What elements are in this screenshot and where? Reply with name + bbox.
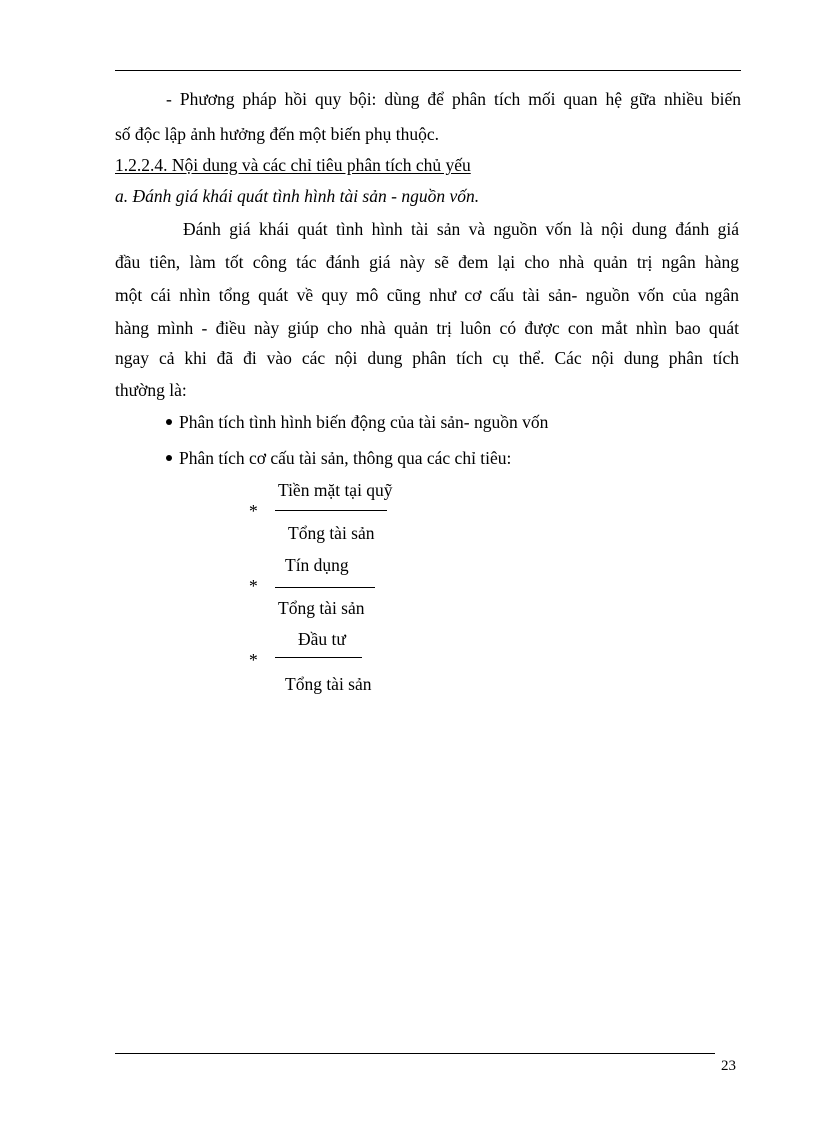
- ratio-1-fraction-line: [275, 510, 387, 511]
- paragraph-1-line-2: số độc lập ảnh hưởng đến một biến phụ thuộc.: [115, 124, 439, 144]
- bullet-item-1: [166, 412, 548, 432]
- bullet-item-1-text: Phân tích tình hình biến động của tài sản- nguồn vốn: [179, 412, 549, 432]
- ratio-3-fraction-line: [275, 657, 362, 658]
- paragraph-2-line-5: ngay cả khi đã đi vào các nội dung phân tích cụ thể. Các nội dung phân tích: [115, 348, 739, 368]
- footer-rule: [115, 1053, 715, 1054]
- subheading: a. Đánh giá khái quát tình hình tài sản - nguồn vốn.: [115, 186, 480, 206]
- ratio-2-numerator: Tín dụng: [285, 555, 349, 575]
- bullet-dot-icon: [166, 455, 172, 461]
- ratio-3-denominator: Tổng tài sản: [285, 674, 372, 694]
- ratio-1-denominator: Tổng tài sản: [288, 523, 375, 543]
- page-number: 23: [721, 1058, 736, 1074]
- ratio-3-marker: *: [249, 650, 258, 670]
- paragraph-2-line-3: một cái nhìn tổng quát về quy mô cũng như cơ cấu tài sản- nguồn vốn của ngân: [115, 285, 739, 305]
- section-heading: 1.2.2.4. Nội dung và các chỉ tiêu phân tích chủ yếu: [115, 155, 471, 175]
- ratio-2-denominator: Tổng tài sản: [278, 598, 365, 618]
- paragraph-2-line-6: thường là:: [115, 380, 187, 400]
- ratio-1-marker: *: [249, 501, 258, 521]
- paragraph-2-line-2: đầu tiên, làm tốt công tác đánh giá này sẽ đem lại cho nhà quản trị ngân hàng: [115, 252, 739, 272]
- paragraph-2-line-1: Đánh giá khái quát tình hình tài sản và nguồn vốn là nội dung đánh giá: [183, 219, 739, 239]
- paragraph-2-line-4: hàng mình - điều này giúp cho nhà quản trị luôn có được con mắt nhìn bao quát: [115, 318, 739, 338]
- bullet-item-2-text: Phân tích cơ cấu tài sản, thông qua các chỉ tiêu:: [179, 448, 512, 468]
- bullet-dot-icon: [166, 419, 172, 425]
- ratio-2-fraction-line: [275, 587, 375, 588]
- ratio-2-marker: *: [249, 576, 258, 596]
- ratio-1-numerator: Tiền mặt tại quỹ: [278, 480, 393, 500]
- paragraph-1-line-1: - Phương pháp hồi quy bội: dùng để phân tích mối quan hệ gữa nhiều biến: [166, 89, 741, 109]
- ratio-3-numerator: Đầu tư: [298, 629, 346, 649]
- bullet-item-2: [166, 448, 511, 468]
- header-rule: [115, 70, 741, 71]
